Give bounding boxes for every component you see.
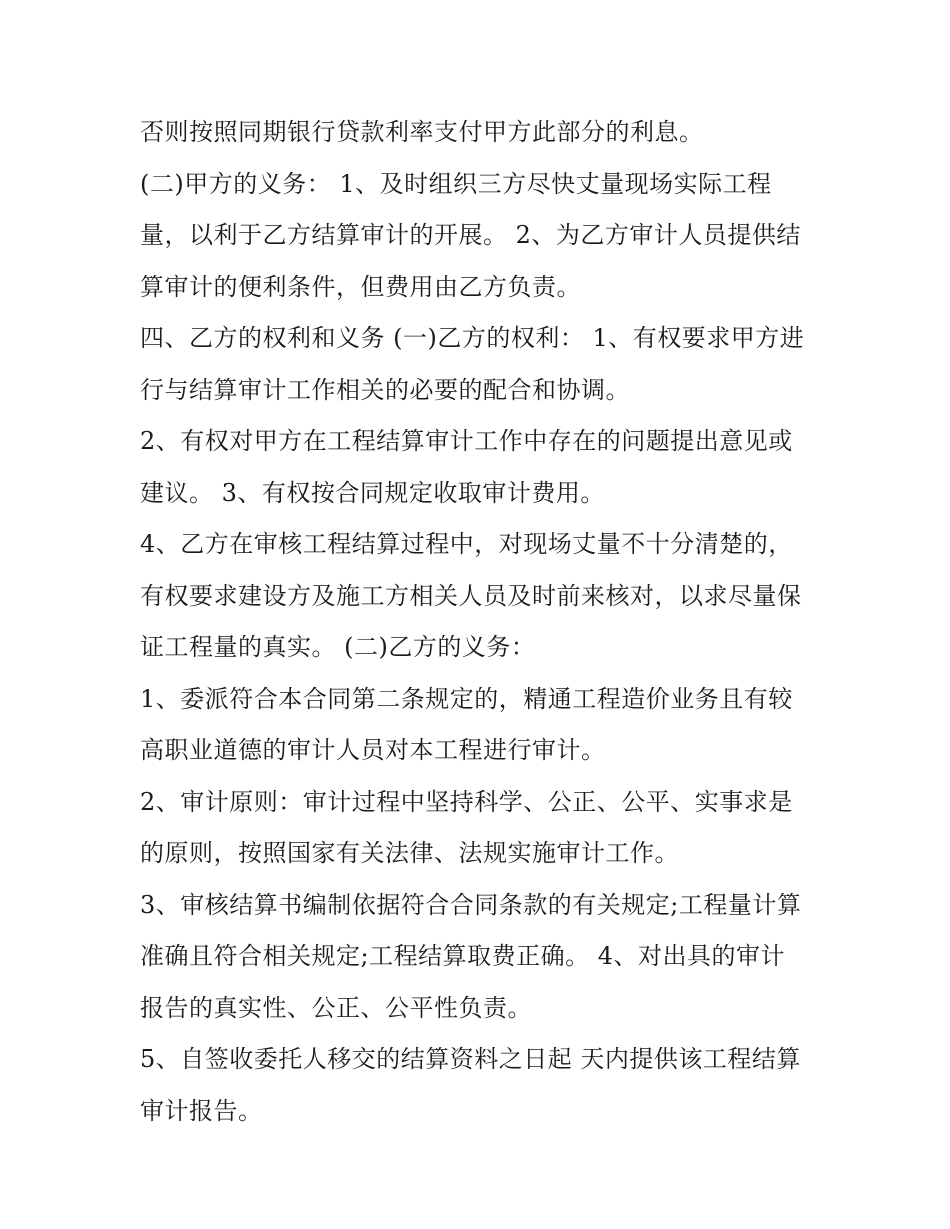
text-line: 4、乙方在审核工程结算过程中，对现场丈量不十分清楚的， xyxy=(140,530,793,558)
text-line: (二)甲方的义务： 1、及时组织三方尽快丈量现场实际工程 xyxy=(140,169,772,198)
text-line: 高职业道德的审计人员对本工程进行审计。 xyxy=(140,736,606,764)
text-line: 审计报告。 xyxy=(140,1096,263,1125)
text-line: 四、乙方的权利和义务 (一)乙方的权利： 1、有权要求甲方进 xyxy=(140,324,805,352)
text-line: 准确且符合相关规定;工程结算取费正确。 4、对出具的审计 xyxy=(140,942,785,970)
text-line: 证工程量的真实。 (二)乙方的义务： xyxy=(140,633,536,661)
text-line: 1、委派符合本合同第二条规定的，精通工程造价业务且有较 xyxy=(140,684,793,713)
text-line: 否则按照同期银行贷款利率支付甲方此部分的利息。 xyxy=(140,118,704,146)
text-line: 量，以利于乙方结算审计的开展。 2、为乙方审计人员提供结 xyxy=(140,221,801,249)
text-line: 3、审核结算书编制依据符合合同条款的有关规定;工程量计算 xyxy=(140,890,802,919)
text-line: 行与结算审计工作相关的必要的配合和协调。 xyxy=(140,375,630,404)
text-line: 算审计的便利条件，但费用由乙方负责。 xyxy=(140,272,581,301)
text-line: 2、有权对甲方在工程结算审计工作中存在的问题提出意见或 xyxy=(140,427,793,455)
text-line: 报告的真实性、公正、公平性负责。 xyxy=(140,993,532,1022)
text-line: 5、自签收委托人移交的结算资料之日起 天内提供该工程结算 xyxy=(140,1045,801,1073)
text-line: 2、审计原则：审计过程中坚持科学、公正、公平、实事求是 xyxy=(140,787,793,816)
text-line: 建议。 3、有权按合同规定收取审计费用。 xyxy=(140,478,605,507)
document-body xyxy=(140,107,820,1137)
text-line: 有权要求建设方及施工方相关人员及时前来核对，以求尽量保 xyxy=(140,581,802,610)
text-line: 的原则，按照国家有关法律、法规实施审计工作。 xyxy=(140,839,679,867)
